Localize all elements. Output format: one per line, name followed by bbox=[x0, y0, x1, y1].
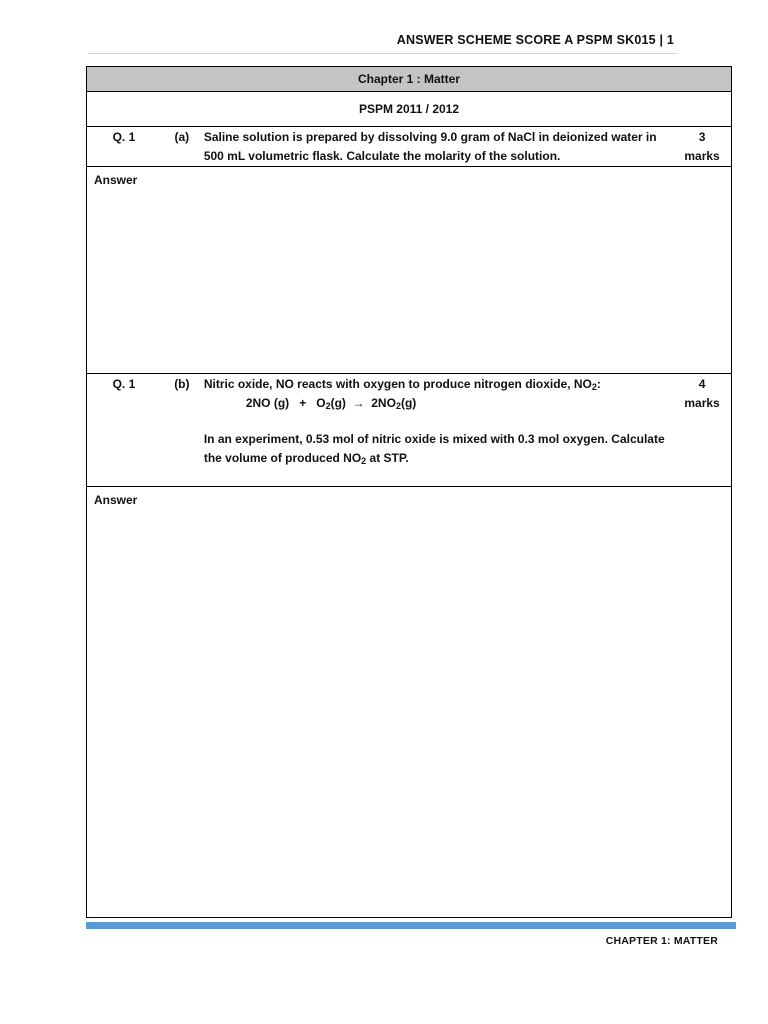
reactant-1: 2NO (g) bbox=[245, 396, 290, 410]
arrow-icon: → bbox=[352, 396, 365, 410]
session-row bbox=[87, 92, 732, 127]
question-marks bbox=[673, 128, 731, 166]
marks-value: 4 bbox=[698, 377, 706, 391]
chemical-equation bbox=[204, 394, 673, 413]
footer-chapter: CHAPTER 1: MATTER bbox=[605, 935, 718, 947]
answer-label: Answer bbox=[94, 493, 138, 507]
answer-label: Answer bbox=[94, 173, 138, 187]
question-row-b bbox=[87, 374, 732, 487]
answer-row-b bbox=[87, 487, 732, 918]
session-title: PSPM 2011 / 2012 bbox=[87, 92, 732, 127]
question-table bbox=[86, 66, 732, 918]
question-marks bbox=[673, 375, 731, 468]
question-row-a bbox=[87, 127, 732, 167]
question-part: (b) bbox=[174, 377, 190, 391]
chapter-row bbox=[87, 67, 732, 92]
question-number: Q. 1 bbox=[112, 130, 136, 144]
marks-value: 3 bbox=[698, 130, 706, 144]
chapter-title: Chapter 1 : Matter bbox=[87, 67, 732, 92]
header-divider bbox=[88, 53, 678, 54]
product: $2NO_2(g)$ bbox=[371, 396, 417, 411]
page-header: ANSWER SCHEME SCORE A PSPM SK015 | 1 bbox=[396, 33, 674, 47]
question-body: In an experiment, 0.53 mol of nitric oxide is mixed with 0.3 mol oxygen. Calculate the volume of produced $NO_2$ at STP. bbox=[203, 432, 665, 466]
question-part: (a) bbox=[174, 130, 190, 144]
question-text: Saline solution is prepared by dissolving 9.0 gram of NaCl in deionized water in 500 mL volumetric flask. Calculate the molarity of the solution. bbox=[203, 130, 657, 163]
question-intro: Nitric oxide, NO reacts with oxygen to produce nitrogen dioxide, $NO_2$: bbox=[203, 377, 601, 392]
question-number: Q. 1 bbox=[112, 377, 136, 391]
plus-sign: + bbox=[299, 396, 307, 410]
marks-label: marks bbox=[684, 149, 720, 163]
reactant-2: $O_2(g)$ bbox=[316, 396, 346, 411]
marks-label: marks bbox=[684, 396, 720, 410]
footer-bar bbox=[86, 922, 736, 929]
answer-row-a bbox=[87, 167, 732, 374]
question-text bbox=[203, 375, 673, 468]
